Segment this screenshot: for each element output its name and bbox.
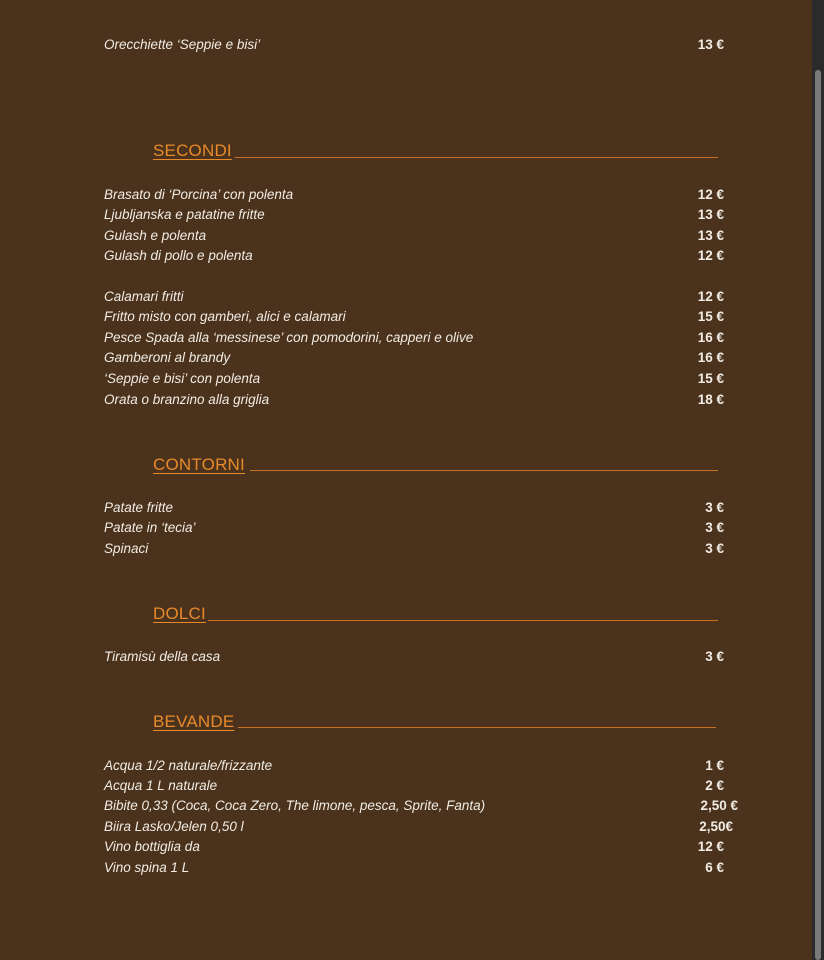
item-name: Vino bottiglia da xyxy=(104,839,200,854)
section-heading-contorni: CONTORNI xyxy=(153,455,245,474)
item-name: Orata o branzino alla griglia xyxy=(104,392,270,407)
section-heading-dolci: DOLCI xyxy=(153,604,206,623)
item-name: Calamari fritti xyxy=(104,289,184,304)
section-heading-bevande: BEVANDE xyxy=(153,712,235,731)
item-name: Spinaci xyxy=(104,541,149,556)
item-name: Vino spina 1 L xyxy=(104,860,190,875)
item-name: Biira Lasko/Jelen 0,50 l xyxy=(104,819,244,834)
item-name: Bibite 0,33 (Coca, Coca Zero, The limone, pesca, Sprite, Fanta) xyxy=(104,798,486,813)
section-rule xyxy=(238,727,716,728)
menu-item xyxy=(104,539,724,559)
section-heading-secondi: SECONDI xyxy=(153,141,232,160)
menu-item xyxy=(104,246,724,266)
item-price: 15 € xyxy=(697,371,724,386)
menu-item xyxy=(104,498,724,518)
menu-item xyxy=(104,35,724,55)
item-price: 12 € xyxy=(697,839,724,854)
item-price: 3 € xyxy=(705,500,724,515)
item-name: Patate in ‘tecia’ xyxy=(104,520,196,535)
menu-item xyxy=(104,858,724,878)
section-rule xyxy=(235,157,718,158)
item-name: Orecchiette ‘Seppie e bisi’ xyxy=(104,37,261,52)
menu-item xyxy=(104,287,724,307)
item-price: 3 € xyxy=(705,649,724,664)
menu-item xyxy=(104,348,724,368)
item-name: Tiramisù della casa xyxy=(104,649,221,664)
item-price: 6 € xyxy=(705,860,724,875)
menu-item xyxy=(104,837,724,857)
item-name: Ljubljanska e patatine fritte xyxy=(104,207,265,222)
menu-item xyxy=(104,756,724,776)
item-name: Acqua 1/2 naturale/frizzante xyxy=(104,758,273,773)
item-price: 1 € xyxy=(705,758,724,773)
item-price: 13 € xyxy=(697,228,724,243)
item-price: 18 € xyxy=(697,392,724,407)
item-price: 2,50€ xyxy=(699,819,733,834)
item-name: Pesce Spada alla ‘messinese’ con pomodorini, capperi e olive xyxy=(104,330,474,345)
menu-item xyxy=(104,307,724,327)
menu-item xyxy=(104,185,724,205)
item-price: 13 € xyxy=(697,37,724,52)
menu-item xyxy=(104,226,724,246)
item-name: Gamberoni al brandy xyxy=(104,350,231,365)
section-rule xyxy=(208,620,718,621)
item-price: 16 € xyxy=(697,330,724,345)
item-price: 12 € xyxy=(697,248,724,263)
item-price: 13 € xyxy=(697,207,724,222)
item-name: Gulash e polenta xyxy=(104,228,207,243)
item-price: 3 € xyxy=(705,520,724,535)
item-name: ‘Seppie e bisi’ con polenta xyxy=(104,371,261,386)
menu-item xyxy=(104,796,738,816)
item-price: 15 € xyxy=(697,309,724,324)
menu-item xyxy=(104,205,724,225)
item-name: Patate fritte xyxy=(104,500,174,515)
item-name: Acqua 1 L naturale xyxy=(104,778,218,793)
vertical-scrollbar[interactable] xyxy=(812,0,824,960)
item-price: 16 € xyxy=(697,350,724,365)
menu-item xyxy=(104,647,724,667)
item-price: 3 € xyxy=(705,541,724,556)
menu-item xyxy=(104,369,724,389)
item-price: 2,50 € xyxy=(700,798,738,813)
item-name: Gulash di pollo e polenta xyxy=(104,248,253,263)
menu-item xyxy=(104,776,724,796)
scrollbar-thumb[interactable] xyxy=(815,70,821,960)
item-price: 12 € xyxy=(697,289,724,304)
menu-item xyxy=(104,518,724,538)
menu-item xyxy=(104,817,733,837)
menu-item xyxy=(104,390,724,410)
item-price: 12 € xyxy=(697,187,724,202)
item-price: 2 € xyxy=(705,778,724,793)
menu-item xyxy=(104,328,724,348)
item-name: Brasato di ‘Porcina’ con polenta xyxy=(104,187,294,202)
item-name: Fritto misto con gamberi, alici e calamari xyxy=(104,309,346,324)
section-rule xyxy=(250,470,718,471)
